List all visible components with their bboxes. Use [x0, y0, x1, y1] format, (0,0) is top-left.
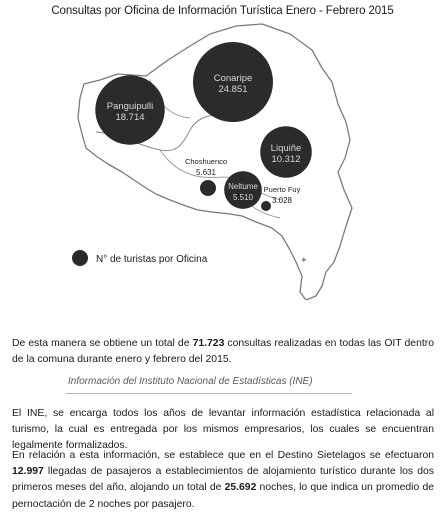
bubble-label-name: Liquiñe [270, 143, 302, 154]
bubble-label-name: Panguipulli [106, 101, 154, 112]
bubble-label-name: Puerto Fuy [263, 185, 301, 194]
arrivals-count: 12.997 [12, 466, 44, 478]
legend-bubble [72, 250, 88, 266]
paragraph-text: llegadas de pasajeros a establecimientos de alojamiento turístico durante los dos primeros meses del año, alojando un total de [12, 466, 434, 494]
nights-count: 25.692 [224, 482, 257, 494]
paragraph-text: consultas realizadas en todas las OIT dentro de la comuna durante enero y febrero del 2015. [12, 338, 434, 366]
section-title: Información del Instituto Nacional de Estadísticas (INE) [68, 376, 313, 387]
bubble-puertofuy [261, 201, 271, 211]
paragraph-ine: El INE, se encarga todos los años de levantar información estadística relacionada al turismo, la cual es entregada por los mismos empresarios, los cuales se encuentran legalmente formalizados. [12, 408, 434, 452]
map-marker-symbol: ✦ [300, 255, 308, 265]
bubble-choshuenco [200, 180, 216, 196]
bubble-label-name: Choshuenco [184, 157, 228, 166]
paragraph-total [12, 336, 434, 368]
bubble-label-value: 10.312 [271, 154, 301, 165]
bubble-label-name: Conaripe [213, 73, 253, 84]
map-title: Consultas por Oficina de Información Turística Enero - Febrero 2015 [51, 5, 394, 17]
paragraph-arrivals [12, 448, 434, 513]
bubble-label-value: 18.714 [115, 112, 145, 123]
bubble-label-name: Neltume [228, 182, 258, 191]
paragraph-text: En relación a esta información, se establece que en el Destino Sietelagos se efectuaron [12, 450, 434, 461]
bubble-label-value: 24.851 [218, 84, 248, 95]
paragraph-text: noches, lo que indica un promedio de pernoctación de 2 noches por pasajero. [12, 482, 434, 510]
section-underline [66, 393, 352, 394]
bubble-label-value: 5.631 [195, 168, 217, 177]
bubble-label-value: 5.510 [232, 193, 254, 202]
total-consultations: 71.723 [192, 338, 225, 349]
paragraph-text: De esta manera se obtiene un total de [12, 338, 193, 349]
legend-label: N° de turistas por Oficina [96, 254, 208, 265]
bubble-label-value: 3.028 [271, 196, 293, 205]
